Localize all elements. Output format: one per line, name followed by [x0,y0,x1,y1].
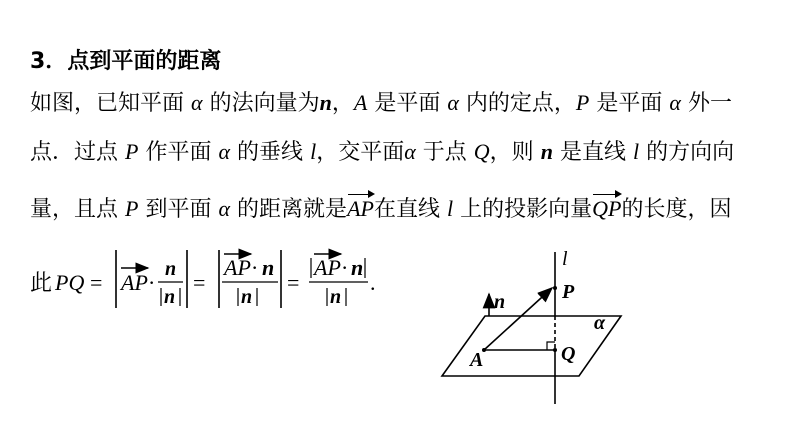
symbol-l: l [310,139,317,164]
formula-PQ: PQ [55,270,85,295]
formula-n-den-1: n [164,286,176,308]
symbol-A: A [353,90,368,115]
label-l: l [562,248,568,270]
formula-period: . [370,270,376,295]
symbol-P: P [125,139,139,164]
text: 点．过点 [30,140,119,165]
text: 是平面 [374,91,441,116]
symbol-alpha: α [218,139,231,164]
text: 是平面 [596,91,663,116]
formula-n-num-3: n [351,255,364,280]
symbol-alpha: α [447,90,459,115]
geometry-figure [442,248,621,404]
text: ，则 [489,140,534,165]
formula-n-num-2: n [262,255,275,280]
formula-vec-AP-2: AP [224,255,251,280]
symbol-l: l [632,139,640,164]
label-P: P [562,281,575,303]
label-n: n [494,291,506,313]
section-title: 点到平面的距离 [67,49,222,74]
vector-AP: AP [347,194,374,224]
point-Q [553,348,557,352]
section-number: 3． [30,49,68,74]
text: 的法向量为 [209,91,320,116]
symbol-Q: Q [473,139,490,164]
text: 如图，已知平面 [30,91,185,116]
distance-formula [30,250,376,308]
symbol-alpha: α [669,90,681,115]
symbol-P: P [575,90,590,115]
symbol-n: n [540,139,553,164]
formula-equals-1: = [90,270,103,295]
formula-n-den-3: n [330,286,342,308]
point-P [553,286,557,290]
text: 于点 [422,140,467,165]
text: 上的投影向量 [460,197,593,222]
text: 是直线 [559,140,626,165]
text: 的长度，因 [621,197,732,222]
symbol-P: P [125,196,139,221]
symbol-n: n [319,90,332,115]
symbol-alpha: α [191,90,203,115]
label-alpha: α [594,312,606,334]
formula-n-den-2: n [241,286,253,308]
text: 到平面 [145,197,212,222]
formula-equals-2: = [193,270,206,295]
symbol-alpha: α [218,196,231,221]
formula-equals-3: = [287,270,300,295]
text: ， [331,91,354,116]
formula-vec-AP-3: AP [314,255,341,280]
formula-dot-3: · [341,255,349,280]
vector-QP: QP [592,194,621,224]
text: 外一 [687,91,732,116]
formula-lead: 此 [30,270,53,295]
label-A: A [470,349,484,371]
formula-n-num-1: n [165,258,177,280]
symbol-alpha: α [404,139,416,164]
text: 内的定点， [465,91,576,116]
text: 在直线 [373,197,440,222]
text: ，交平面 [316,140,405,165]
symbol-l: l [446,196,454,221]
text: 量，且点 [30,197,119,222]
formula-dot-2: · [251,255,259,280]
label-Q: Q [561,343,576,365]
text: 的垂线 [237,140,304,165]
formula-vec-AP-1: AP [121,270,148,295]
formula-dot-1: · [148,270,156,295]
text: 的距离就是 [237,197,348,222]
text: 的方向向 [646,140,735,165]
text: 作平面 [145,140,212,165]
